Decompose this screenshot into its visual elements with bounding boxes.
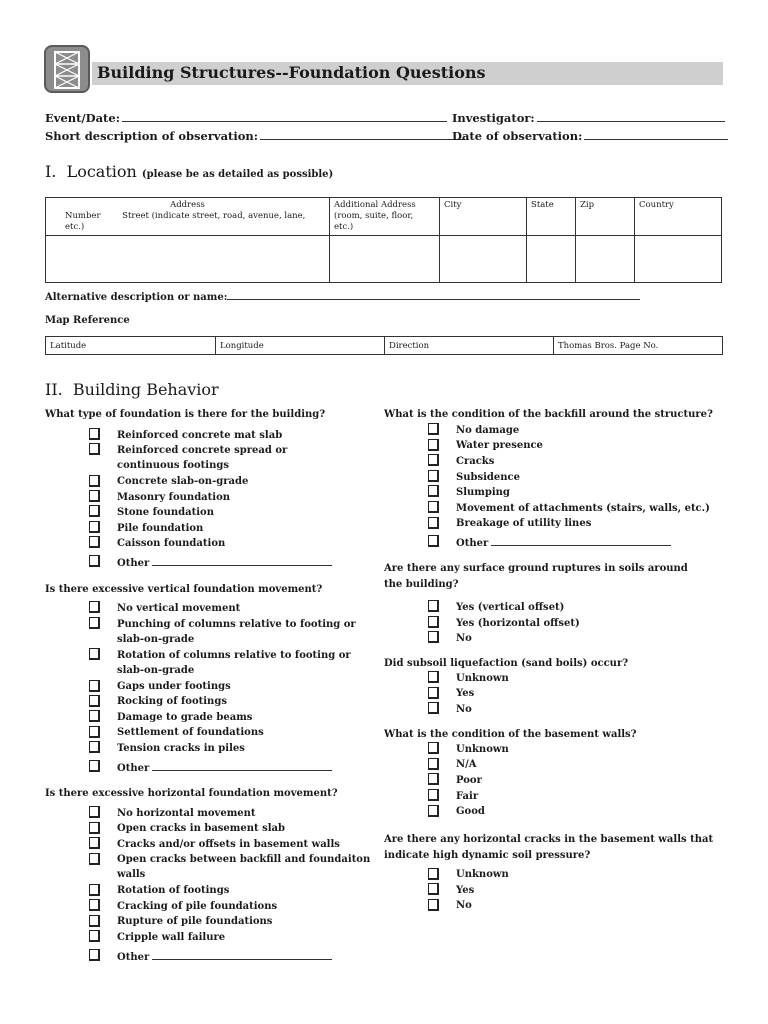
option-label: Cracking of pile foundations	[117, 901, 278, 912]
date-of-observation-label: Date of observation:	[452, 129, 583, 143]
option-label: Open cracks in basement slab	[117, 823, 286, 834]
checkbox[interactable]	[428, 470, 439, 482]
option-label: No horizontal movement	[117, 808, 256, 819]
latitude-cell[interactable]: Latitude	[46, 337, 216, 355]
option-other[interactable]: Other	[117, 760, 332, 776]
checkbox[interactable]	[89, 760, 100, 772]
longitude-cell[interactable]: Longitude	[216, 337, 385, 355]
option-label: No vertical movement	[117, 603, 241, 614]
option-label: Fair	[456, 791, 479, 802]
option-label: Slumping	[456, 487, 510, 498]
option-label: Breakage of utility lines	[456, 518, 592, 529]
option-label: No	[456, 704, 472, 715]
checkbox[interactable]	[89, 490, 100, 502]
option-label: Yes (horizontal offset)	[456, 618, 580, 629]
checkbox[interactable]	[89, 601, 100, 613]
checkbox[interactable]	[89, 475, 100, 487]
checkbox[interactable]	[428, 501, 439, 513]
option-label: Reinforced concrete spread or continuous footings	[117, 445, 288, 471]
checkbox[interactable]	[428, 423, 439, 435]
checkbox[interactable]	[89, 680, 100, 692]
investigator-label: Investigator:	[452, 111, 535, 125]
option-label: Cracks	[456, 456, 495, 467]
state-input-cell[interactable]	[527, 236, 576, 283]
checkbox[interactable]	[428, 631, 439, 643]
checkbox[interactable]	[89, 741, 100, 753]
checkbox[interactable]	[89, 648, 100, 660]
checkbox[interactable]	[428, 742, 439, 754]
q-ground-ruptures: Are there any surface ground ruptures in soils around the building?	[384, 563, 688, 590]
date-of-observation-field[interactable]	[452, 128, 728, 143]
state-header: State	[527, 198, 576, 236]
checkbox[interactable]	[89, 428, 100, 440]
checkbox[interactable]	[89, 536, 100, 548]
option-other[interactable]: Other	[456, 535, 671, 551]
option-label: Concrete slab-on-grade	[117, 476, 249, 487]
q-backfill: What is the condition of the backfill around the structure?	[384, 409, 713, 420]
address-table	[45, 197, 722, 283]
zip-input-cell[interactable]	[576, 236, 635, 283]
option-label: Unknown	[456, 744, 509, 755]
checkbox[interactable]	[89, 695, 100, 707]
checkbox[interactable]	[89, 617, 100, 629]
page-title: Building Structures--Foundation Questions	[97, 63, 486, 82]
checkbox[interactable]	[89, 726, 100, 738]
option-label: Gaps under footings	[117, 681, 231, 692]
option-label: Unknown	[456, 673, 509, 684]
additional-address-input-cell[interactable]	[330, 236, 440, 283]
checkbox[interactable]	[89, 505, 100, 517]
option-label: Water presence	[456, 440, 543, 451]
map-reference-table	[45, 336, 723, 355]
option-label: Rupture of pile foundations	[117, 916, 273, 927]
address-input-cell[interactable]	[46, 236, 330, 283]
checkbox[interactable]	[89, 555, 100, 567]
checkbox[interactable]	[89, 930, 100, 942]
option-other[interactable]: Other	[117, 949, 332, 965]
option-label: Open cracks between backfill and foundaiton walls	[117, 854, 371, 880]
checkbox[interactable]	[428, 758, 439, 770]
checkbox[interactable]	[89, 710, 100, 722]
option-label: Rotation of columns relative to footing or slab-on-grade	[117, 650, 351, 676]
city-input-cell[interactable]	[440, 236, 527, 283]
country-header: Country	[635, 198, 722, 236]
checkbox[interactable]	[428, 439, 439, 451]
option-label: Caisson foundation	[117, 538, 226, 549]
checkbox[interactable]	[89, 884, 100, 896]
section-location-title: I. Location (please be as detailed as possible)	[45, 162, 334, 181]
option-label: No	[456, 900, 472, 911]
q-basement-walls: What is the condition of the basement walls?	[384, 729, 637, 740]
q-horizontal-cracks: Are there any horizontal cracks in the basement walls that indicate high dynamic soil pressure?	[384, 834, 714, 861]
section-building-behavior-title: II. Building Behavior	[45, 380, 219, 399]
checkbox[interactable]	[428, 485, 439, 497]
country-input-cell[interactable]	[635, 236, 722, 283]
checkbox[interactable]	[428, 883, 439, 895]
checkbox[interactable]	[428, 702, 439, 714]
option-label: Pile foundation	[117, 523, 204, 534]
address-header-cell: Address Number Street (indicate street, road, avenue, lane, etc.)	[46, 198, 330, 236]
option-other[interactable]: Other	[117, 555, 332, 571]
option-label: Movement of attachments (stairs, walls, etc.)	[456, 503, 710, 514]
checkbox[interactable]	[89, 521, 100, 533]
option-label: Good	[456, 806, 485, 817]
option-label: No	[456, 633, 472, 644]
building-logo-icon	[44, 45, 90, 93]
checkbox[interactable]	[428, 868, 439, 880]
investigator-field[interactable]	[452, 110, 725, 125]
checkbox[interactable]	[428, 535, 439, 547]
option-label: Cripple wall failure	[117, 932, 226, 943]
checkbox[interactable]	[89, 837, 100, 849]
checkbox[interactable]	[89, 822, 100, 834]
short-description-label: Short description of observation:	[45, 129, 259, 143]
option-label: Yes	[456, 688, 475, 699]
option-label: Subsidence	[456, 472, 520, 483]
direction-cell[interactable]: Direction	[385, 337, 554, 355]
option-label: Tension cracks in piles	[117, 743, 245, 754]
checkbox[interactable]	[89, 899, 100, 911]
checkbox[interactable]	[89, 915, 100, 927]
checkbox[interactable]	[89, 806, 100, 818]
q-vertical-movement: Is there excessive vertical foundation movement?	[45, 584, 323, 595]
option-label: Yes (vertical offset)	[456, 602, 565, 613]
option-label: Damage to grade beams	[117, 712, 253, 723]
checkbox[interactable]	[428, 600, 439, 612]
option-label: Reinforced concrete mat slab	[117, 430, 283, 441]
option-label: No damage	[456, 425, 520, 436]
zip-header: Zip	[576, 198, 635, 236]
short-description-field[interactable]	[45, 128, 465, 143]
checkbox[interactable]	[428, 671, 439, 683]
checkbox[interactable]	[428, 517, 439, 529]
checkbox[interactable]	[428, 773, 439, 785]
city-header: City	[440, 198, 527, 236]
option-label: Settlement of foundations	[117, 727, 264, 738]
option-label: Yes	[456, 885, 475, 896]
q-foundation-type: What type of foundation is there for the building?	[45, 409, 326, 420]
q-liquefaction: Did subsoil liquefaction (sand boils) occur?	[384, 658, 629, 669]
checkbox[interactable]	[89, 949, 100, 961]
checkbox[interactable]	[428, 789, 439, 801]
option-label: Rocking of footings	[117, 696, 227, 707]
option-label: Stone foundation	[117, 507, 214, 518]
alternative-description-field[interactable]: Alternative description or name:	[45, 289, 640, 303]
checkbox[interactable]	[89, 443, 100, 455]
option-label: Poor	[456, 775, 482, 786]
checkbox[interactable]	[89, 853, 100, 865]
additional-address-cell: Additional Address (room, suite, floor, etc.)	[330, 198, 440, 236]
checkbox[interactable]	[428, 687, 439, 699]
event-date-field[interactable]	[45, 110, 447, 125]
option-label: N/A	[456, 759, 477, 770]
checkbox[interactable]	[428, 454, 439, 466]
event-date-label: Event/Date:	[45, 111, 120, 125]
q-horizontal-movement: Is there excessive horizontal foundation movement?	[45, 788, 338, 799]
map-reference-label: Map Reference	[45, 315, 130, 326]
option-label: Masonry foundation	[117, 492, 231, 503]
option-label: Punching of columns relative to footing or slab-on-grade	[117, 619, 356, 645]
checkbox[interactable]	[428, 899, 439, 911]
checkbox[interactable]	[428, 616, 439, 628]
title-bar	[92, 62, 723, 85]
checkbox[interactable]	[428, 805, 439, 817]
option-label: Rotation of footings	[117, 885, 230, 896]
thomas-bros-cell[interactable]: Thomas Bros. Page No.	[554, 337, 723, 355]
option-label: Unknown	[456, 869, 509, 880]
option-label: Cracks and/or offsets in basement walls	[117, 839, 340, 850]
